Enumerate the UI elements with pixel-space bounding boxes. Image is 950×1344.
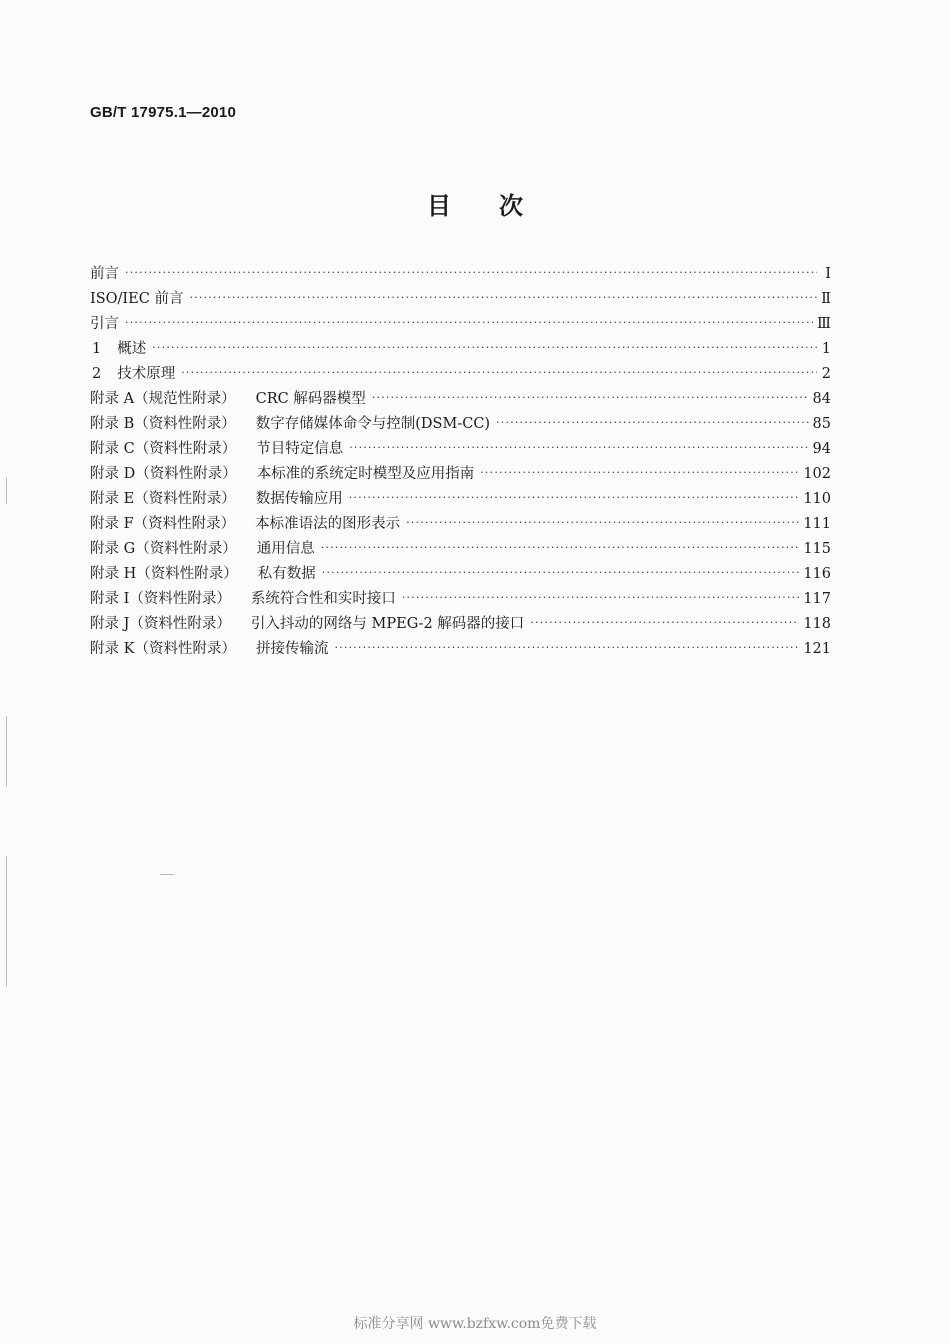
- toc-entry-section-2[interactable]: [90, 362, 831, 387]
- dot-leader: [372, 385, 809, 410]
- toc-entry-label: [90, 362, 175, 387]
- toc-entry-iso-foreword[interactable]: [90, 287, 831, 312]
- toc-entry-annex-k[interactable]: [90, 637, 831, 662]
- toc-entry-introduction[interactable]: [90, 312, 831, 337]
- dot-leader: [125, 310, 813, 335]
- toc-entry-annex-prefix: 附录 E（资料性附录）: [90, 491, 236, 507]
- dot-leader: [349, 485, 800, 510]
- toc-entry-page: 117: [803, 591, 831, 607]
- toc-entry-page: 1: [821, 341, 831, 357]
- dot-leader: [152, 335, 817, 360]
- toc-entry-label: [90, 312, 119, 337]
- dot-leader: [349, 435, 808, 460]
- toc-entry-annex-j[interactable]: [90, 612, 831, 637]
- toc-entry-title: 系统符合性和实时接口: [250, 591, 396, 607]
- toc-entry-page: 94: [812, 441, 831, 457]
- toc-entry-label: [90, 437, 343, 462]
- toc-entry-page: 121: [803, 641, 831, 657]
- toc-entry-label: [90, 612, 524, 637]
- document-code: GB/T 17975.1—2010: [90, 104, 236, 121]
- toc-entry-title: 私有数据: [257, 566, 316, 582]
- page-title: 目次: [427, 192, 571, 220]
- toc-entry-page: Ⅱ: [821, 291, 831, 307]
- toc-entry-number: 2: [92, 366, 102, 382]
- toc-entry-annex-prefix: 附录 J（资料性附录）: [90, 616, 231, 632]
- toc-entry-page: Ⅰ: [825, 266, 831, 282]
- toc-entry-title: 本标准的系统定时模型及应用指南: [256, 466, 475, 482]
- toc-entry-page: 102: [803, 466, 831, 482]
- toc-entry-label: [90, 387, 366, 412]
- dot-leader: [334, 635, 799, 660]
- toc-entry-annex-b[interactable]: [90, 412, 831, 437]
- toc-entry-annex-prefix: 附录 A（规范性附录）: [90, 391, 236, 407]
- toc-entry-label: [90, 412, 490, 437]
- toc-entry-title: 技术原理: [117, 366, 176, 382]
- toc-entry-title: ISO/IEC 前言: [90, 291, 184, 307]
- toc-entry-label: [90, 512, 400, 537]
- toc-entry-annex-prefix: 附录 H（资料性附录）: [90, 566, 238, 582]
- toc-entry-title: 通用信息: [256, 541, 315, 557]
- dot-leader: [480, 460, 799, 485]
- toc-entry-page: 85: [812, 416, 831, 432]
- toc-entry-title: 拼接传输流: [255, 641, 329, 657]
- dot-leader: [321, 535, 800, 560]
- toc-entry-page: 115: [803, 541, 831, 557]
- dot-leader: [322, 560, 800, 585]
- toc-entry-page: 2: [821, 366, 831, 382]
- toc-entry-title: 引言: [90, 316, 119, 332]
- toc-entry-annex-a[interactable]: [90, 387, 831, 412]
- toc-entry-title: 本标准语法的图形表示: [255, 516, 401, 532]
- toc-entry-section-1[interactable]: [90, 337, 831, 362]
- toc-entry-title: 前言: [90, 266, 119, 282]
- toc-entry-label: [90, 337, 146, 362]
- toc-entry-page: 111: [803, 516, 831, 532]
- dot-leader: [402, 585, 799, 610]
- dot-leader: [189, 285, 817, 310]
- toc-entry-annex-prefix: 附录 C（资料性附录）: [90, 441, 237, 457]
- toc-entry-annex-i[interactable]: [90, 587, 831, 612]
- toc-entry-page: 110: [803, 491, 831, 507]
- dot-leader: [181, 360, 817, 385]
- toc-entry-annex-c[interactable]: [90, 437, 831, 462]
- toc-entry-label: [90, 587, 396, 612]
- toc-entry-annex-d[interactable]: [90, 462, 831, 487]
- toc-entry-annex-f[interactable]: [90, 512, 831, 537]
- toc-entry-title: 数据传输应用: [255, 491, 343, 507]
- dot-leader: [406, 510, 799, 535]
- toc-entry-label: [90, 487, 343, 512]
- toc-entry-label: [90, 262, 119, 287]
- dot-leader: [125, 260, 817, 285]
- toc-entry-annex-prefix: 附录 B（资料性附录）: [90, 416, 236, 432]
- scan-artifact: [160, 874, 174, 875]
- toc-entry-label: [90, 537, 315, 562]
- scan-artifact: [6, 716, 7, 786]
- footer-watermark: 标准分享网 www.bzfxw.com免费下载: [353, 1316, 597, 1332]
- toc-entry-annex-prefix: 附录 F（资料性附录）: [90, 516, 236, 532]
- toc-entry-label: [90, 462, 474, 487]
- toc-entry-page: 84: [812, 391, 831, 407]
- dot-leader: [530, 610, 799, 635]
- toc-entry-annex-prefix: 附录 I（资料性附录）: [90, 591, 231, 607]
- scan-artifact: [6, 478, 7, 504]
- table-of-contents: [90, 262, 831, 662]
- toc-entry-page: Ⅲ: [817, 316, 831, 332]
- toc-entry-annex-prefix: 附录 G（资料性附录）: [90, 541, 237, 557]
- toc-entry-annex-h[interactable]: [90, 562, 831, 587]
- toc-entry-label: [90, 562, 316, 587]
- toc-entry-label: [90, 637, 328, 662]
- toc-entry-annex-prefix: 附录 D（资料性附录）: [90, 466, 237, 482]
- toc-entry-annex-e[interactable]: [90, 487, 831, 512]
- dot-leader: [496, 410, 808, 435]
- toc-entry-title: 节目特定信息: [256, 441, 344, 457]
- toc-entry-label: [90, 287, 183, 312]
- toc-entry-title: 数字存储媒体命令与控制(DSM-CC): [255, 416, 491, 432]
- toc-entry-annex-prefix: 附录 K（资料性附录）: [90, 641, 236, 657]
- toc-entry-title: 概述: [117, 341, 147, 357]
- toc-entry-foreword[interactable]: [90, 262, 831, 287]
- toc-entry-title: CRC 解码器模型: [255, 391, 366, 407]
- toc-entry-page: 116: [803, 566, 831, 582]
- toc-entry-number: 1: [92, 341, 102, 357]
- toc-entry-page: 118: [803, 616, 831, 632]
- toc-entry-title: 引入抖动的网络与 MPEG-2 解码器的接口: [250, 616, 525, 632]
- scan-artifact: [6, 856, 7, 986]
- toc-entry-annex-g[interactable]: [90, 537, 831, 562]
